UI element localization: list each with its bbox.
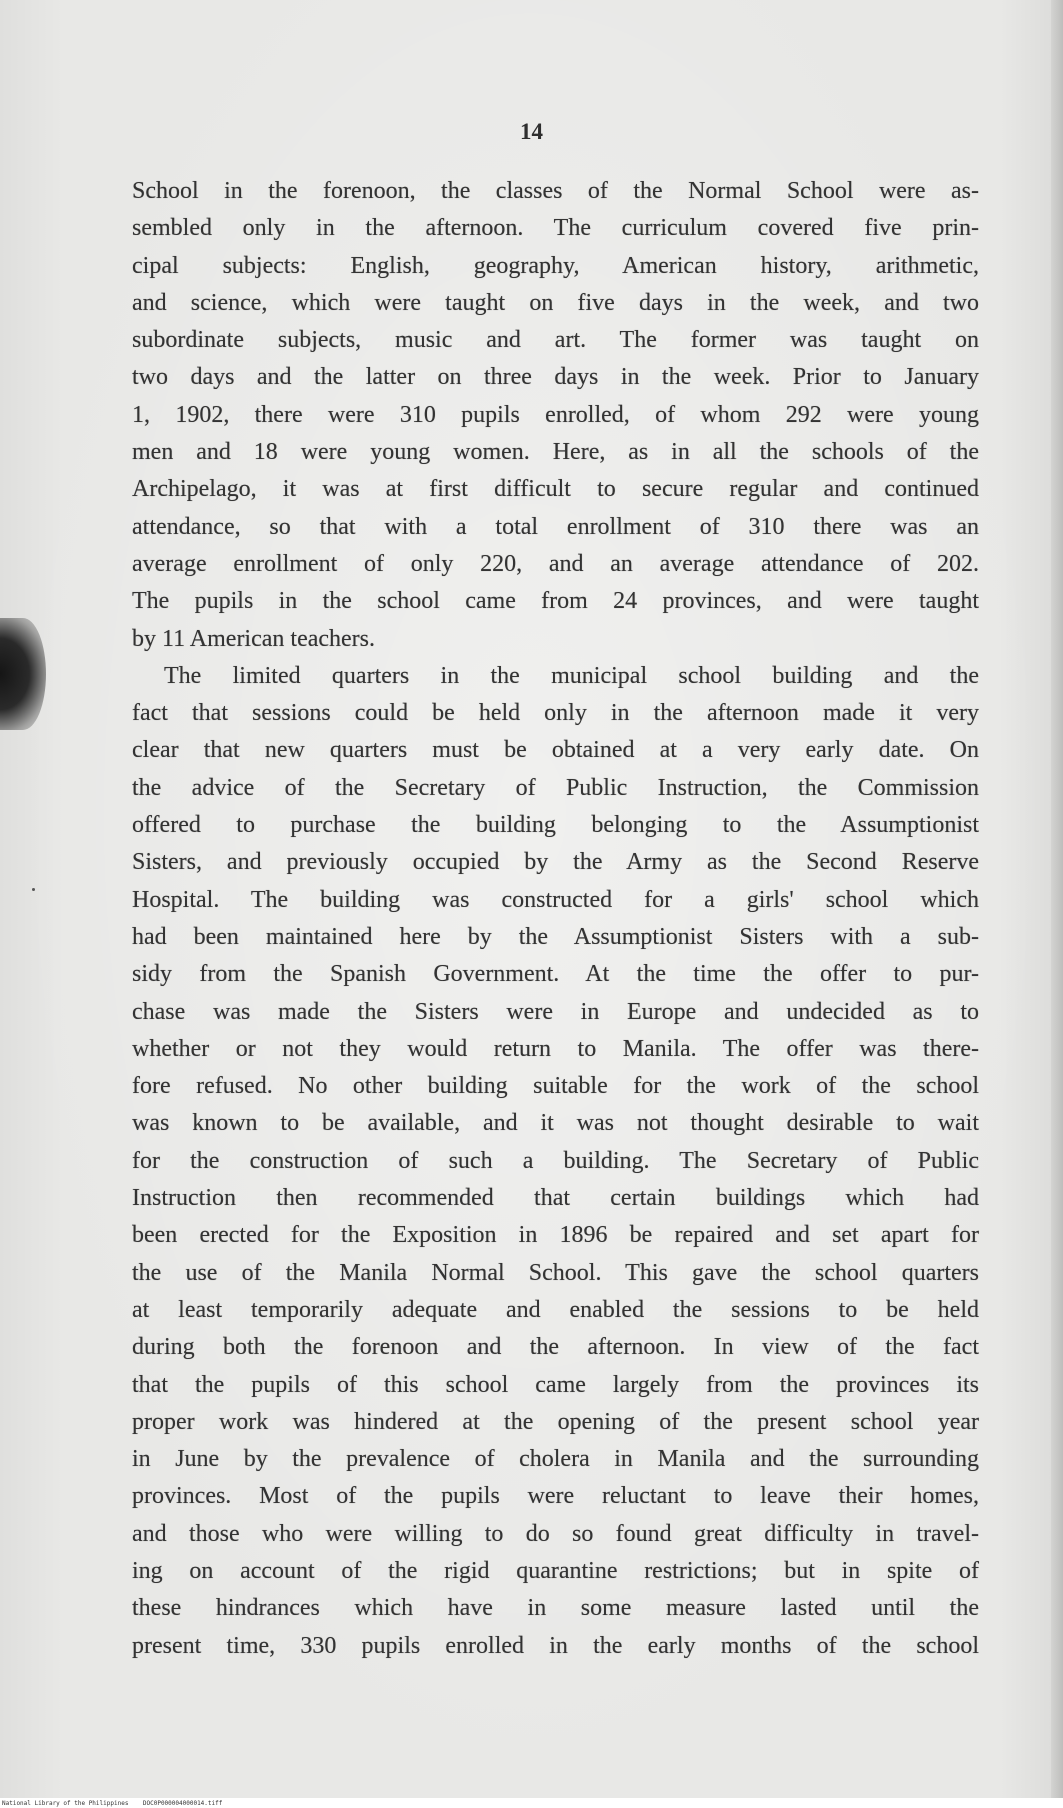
text-line: offered to purchase the building belonging to the Assumptionist <box>132 812 979 839</box>
footer-caption: National Library of the Philippines DOC0P000004000014.tiff <box>2 1800 223 1807</box>
text-line: sidy from the Spanish Government. At the time the offer to pur- <box>132 961 979 988</box>
text-line: that the pupils of this school came largely from the provinces its <box>132 1371 979 1398</box>
text-line: Archipelago, it was at first difficult to secure regular and continued <box>132 476 979 503</box>
text-line: fact that sessions could be held only in the afternoon made it very <box>132 700 979 727</box>
text-line: two days and the latter on three days in the week. Prior to January <box>132 364 979 391</box>
text-line: for the construction of such a building. The Secretary of Public <box>132 1147 979 1174</box>
text-line: 1, 1902, there were 310 pupils enrolled, of whom 292 were young <box>132 401 979 428</box>
text-line: The limited quarters in the municipal school building and the <box>164 662 979 689</box>
text-line: these hindrances which have in some measure lasted until the <box>132 1595 979 1622</box>
text-line: ing on account of the rigid quarantine restrictions; but in spite of <box>132 1557 979 1584</box>
text-line: subordinate subjects, music and art. The former was taught on <box>132 327 979 354</box>
text-line: sembled only in the afternoon. The curriculum covered five prin- <box>132 215 979 242</box>
text-line: was known to be available, and it was not thought desirable to wait <box>132 1110 979 1137</box>
text-line: and those who were willing to do so found great difficulty in travel- <box>132 1520 979 1547</box>
text-line: chase was made the Sisters were in Europe and undecided as to <box>132 998 979 1025</box>
text-line: the use of the Manila Normal School. This gave the school quarters <box>132 1259 979 1286</box>
text-line: been erected for the Exposition in 1896 be repaired and set apart for <box>132 1222 979 1249</box>
text-line: clear that new quarters must be obtained at a very early date. On <box>132 737 979 764</box>
text-line: present time, 330 pupils enrolled in the early months of the school <box>132 1632 979 1659</box>
text-line: whether or not they would return to Manila. The offer was there- <box>132 1035 979 1062</box>
text-line: during both the forenoon and the afternoon. In view of the fact <box>132 1334 979 1361</box>
page-edge-strip <box>1051 0 1063 1798</box>
text-line: in June by the prevalence of cholera in Manila and the surrounding <box>132 1446 979 1473</box>
text-line: Sisters, and previously occupied by the Army as the Second Reserve <box>132 849 979 876</box>
text-line: attendance, so that with a total enrollment of 310 there was an <box>132 513 979 540</box>
text-line: had been maintained here by the Assumptionist Sisters with a sub- <box>132 923 979 950</box>
text-line: fore refused. No other building suitable for the work of the school <box>132 1073 979 1100</box>
text-line: average enrollment of only 220, and an average attendance of 202. <box>132 550 979 577</box>
text-line: proper work was hindered at the opening of the present school year <box>132 1408 979 1435</box>
scan-speck <box>32 888 35 891</box>
paragraph-2 <box>132 658 979 1665</box>
paragraph-1 <box>132 173 979 658</box>
binding-shadow <box>0 618 46 730</box>
text-line: at least temporarily adequate and enabled the sessions to be held <box>132 1296 979 1323</box>
text-line: cipal subjects: English, geography, American history, arithmetic, <box>132 252 979 279</box>
page-number: 14 <box>520 119 543 144</box>
text-line: The pupils in the school came from 24 provinces, and were taught <box>132 588 979 615</box>
text-line: the advice of the Secretary of Public Instruction, the Commission <box>132 774 979 801</box>
text-line: men and 18 were young women. Here, as in all the schools of the <box>132 439 979 466</box>
text-line: School in the forenoon, the classes of the Normal School were as- <box>132 178 979 204</box>
text-line: Instruction then recommended that certain buildings which had <box>132 1185 979 1212</box>
text-line: provinces. Most of the pupils were reluctant to leave their homes, <box>132 1483 979 1510</box>
body-text <box>132 173 979 1665</box>
text-line: by 11 American teachers. <box>132 625 376 652</box>
text-line: Hospital. The building was constructed for a girls' school which <box>132 886 979 913</box>
footer-bar <box>0 1798 1063 1808</box>
text-line: and science, which were taught on five days in the week, and two <box>132 289 979 316</box>
